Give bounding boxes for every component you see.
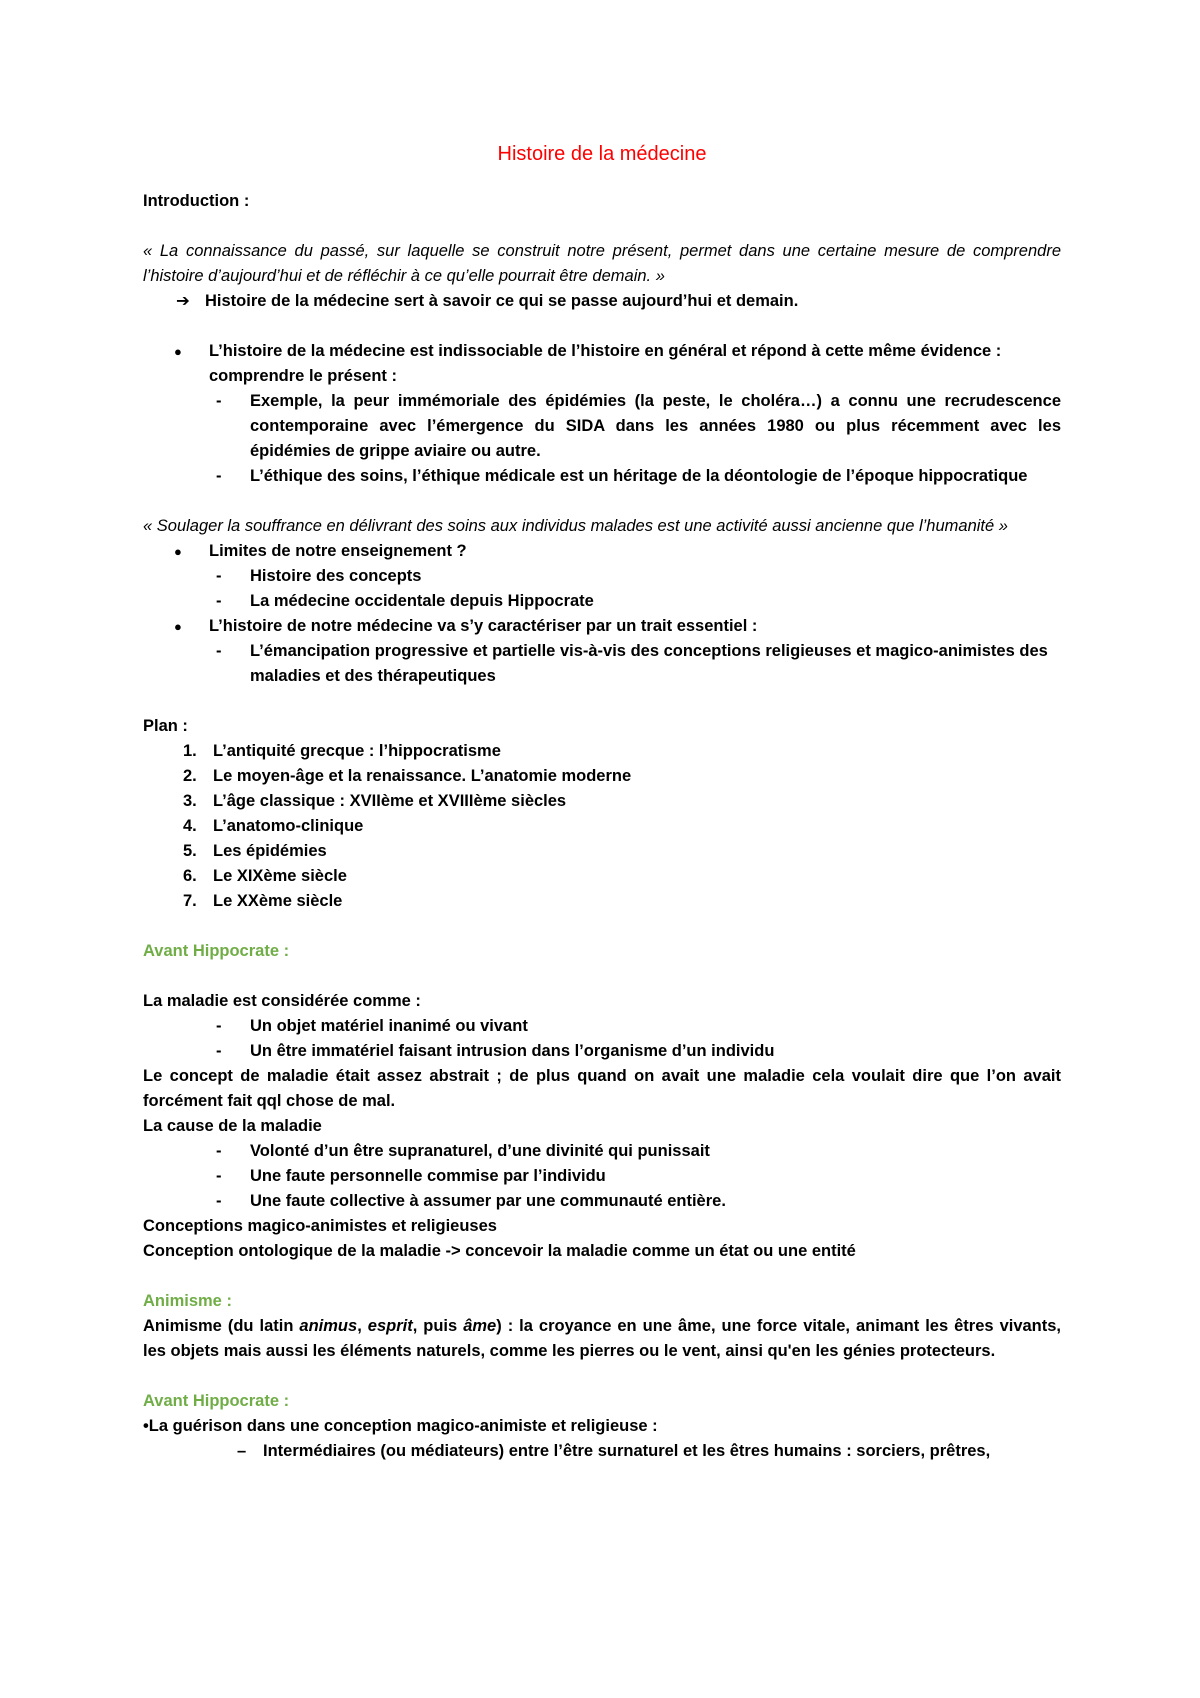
dash-item-text: Une faute collective à assumer par une communauté entière.: [250, 1192, 726, 1210]
plan-item-text: L’anatomo-clinique: [213, 817, 364, 835]
spacer: [143, 1364, 1061, 1389]
plan-item-number: 4.: [183, 817, 197, 835]
bullet-item: [143, 539, 1061, 564]
dash-item-text: Un objet matériel inanimé ou vivant: [250, 1017, 528, 1035]
bullet-item: [143, 614, 1061, 639]
arrow-item: [143, 289, 1061, 314]
text-run: ) : la croyance en une âme, une force vitale, animant les êtres vivants, les objets mais aussi les éléments naturels, comme les pierres ou le vent, ainsi qu'en les génies protecteurs.: [143, 1317, 1062, 1360]
plan-item-text: Les épidémies: [213, 842, 327, 860]
paragraph: La maladie est considérée comme :: [143, 992, 421, 1010]
dash-icon: -: [216, 392, 222, 410]
text-run: ,: [357, 1317, 368, 1335]
dash-item: [143, 1439, 1061, 1464]
plan-item: [143, 789, 1061, 814]
plan-item-text: Le XXème siècle: [213, 892, 343, 910]
text-run-italic: âme: [463, 1317, 497, 1335]
arrow-icon: ➔: [176, 292, 190, 310]
dash-icon: -: [216, 592, 222, 610]
plan-item: [143, 814, 1061, 839]
dash-item: [143, 1164, 1061, 1189]
intro-quote: « La connaissance du passé, sur laquelle se construit notre présent, permet dans une certaine mesure de comprendre l’histoire d’aujourd’hui et de réfléchir à ce qu’elle pourrait être demain. »: [143, 242, 1061, 285]
dash-item: [143, 1189, 1061, 1214]
spacer: [143, 689, 1061, 714]
dash-item: [143, 389, 1061, 464]
dash-icon: -: [216, 1042, 222, 1060]
dash-icon: -: [216, 467, 222, 485]
document-title: Histoire de la médecine: [497, 143, 707, 165]
text-run-italic: esprit: [367, 1317, 413, 1335]
spacer: [143, 964, 1061, 989]
section-heading-avant-hippocrate-2: Avant Hippocrate :: [143, 1392, 290, 1410]
paragraph: Le concept de maladie était assez abstrait ; de plus quand on avait une maladie cela voulait dire que l’on avait forcément fait qql chose de mal.: [143, 1067, 1061, 1110]
dash-item: [143, 1039, 1061, 1064]
bullet-item-text: L’histoire de notre médecine va s’y caractériser par un trait essentiel :: [209, 617, 758, 635]
dash-icon: -: [216, 1017, 222, 1035]
dash-item: [143, 464, 1061, 489]
bullet-icon: ●: [174, 544, 182, 559]
dash-item: [143, 1014, 1061, 1039]
section-heading-avant-hippocrate: Avant Hippocrate :: [143, 942, 290, 960]
dash-item-text: L’éthique des soins, l’éthique médicale est un héritage de la déontologie de l’époque hippocratique: [250, 467, 1028, 485]
dash-icon: -: [216, 567, 222, 585]
dash-icon: -: [216, 642, 222, 660]
plan-item: [143, 764, 1061, 789]
dash-item-text: L’émancipation progressive et partielle vis-à-vis des conceptions religieuses et magico-animistes des maladies et des thérapeutiques: [250, 642, 1048, 685]
plan-item-number: 6.: [183, 867, 197, 885]
dash-icon: -: [216, 1192, 222, 1210]
text-run: Animisme (du latin: [143, 1317, 300, 1335]
dash-item-text: Une faute personnelle commise par l’individu: [250, 1167, 606, 1185]
text-run-italic: animus: [299, 1317, 358, 1335]
plan-item-number: 1.: [183, 742, 197, 760]
document-body: [143, 140, 1061, 1464]
dash-icon: -: [216, 1142, 222, 1160]
dash-item-text: Histoire des concepts: [250, 567, 422, 585]
spacer: [143, 214, 1061, 239]
dash-item-text: Intermédiaires (ou médiateurs) entre l’être surnaturel et les êtres humains : sorciers, prêtres,: [263, 1442, 991, 1460]
paragraph: La cause de la maladie: [143, 1117, 322, 1135]
dash-item: [143, 589, 1061, 614]
plan-item-text: Le XIXème siècle: [213, 867, 347, 885]
plan-item: [143, 839, 1061, 864]
spacer: [143, 1264, 1061, 1289]
dash-item-text: Volonté d’un être supranaturel, d’une divinité qui punissait: [250, 1142, 710, 1160]
intro-heading: Introduction :: [143, 192, 250, 210]
dash-item-text: La médecine occidentale depuis Hippocrate: [250, 592, 594, 610]
dash-item: [143, 1139, 1061, 1164]
plan-item-text: Le moyen-âge et la renaissance. L’anatomie moderne: [213, 767, 632, 785]
spacer: [143, 314, 1061, 339]
arrow-item-text: Histoire de la médecine sert à savoir ce qui se passe aujourd’hui et demain.: [205, 292, 799, 310]
plan-item-number: 2.: [183, 767, 197, 785]
bullet-icon: ●: [174, 619, 182, 634]
animisme-paragraph: [143, 1314, 1061, 1364]
dash-icon: -: [216, 1167, 222, 1185]
paragraph: •La guérison dans une conception magico-animiste et religieuse :: [143, 1417, 658, 1435]
bullet-item-text: L’histoire de la médecine est indissociable de l’histoire en général et répond à cette même évidence : comprendre le présent :: [209, 342, 1002, 385]
plan-item-number: 7.: [183, 892, 197, 910]
dash-item-text: Un être immatériel faisant intrusion dans l’organisme d’un individu: [250, 1042, 775, 1060]
plan-item-text: L’âge classique : XVIIème et XVIIIème siècles: [213, 792, 567, 810]
plan-heading: Plan :: [143, 717, 188, 735]
dash-item: [143, 639, 1061, 689]
paragraph: Conception ontologique de la maladie -> concevoir la maladie comme un état ou une entité: [143, 1242, 856, 1260]
plan-item: [143, 864, 1061, 889]
plan-item-number: 3.: [183, 792, 197, 810]
intro-quote-2: « Soulager la souffrance en délivrant des soins aux individus malades est une activité aussi ancienne que l’humanité »: [143, 517, 1008, 535]
dash-icon: –: [237, 1442, 247, 1460]
plan-item-number: 5.: [183, 842, 197, 860]
section-heading-animisme: Animisme :: [143, 1292, 232, 1310]
bullet-item: [143, 339, 1061, 389]
paragraph: Conceptions magico-animistes et religieuses: [143, 1217, 497, 1235]
bullet-icon: ●: [174, 344, 182, 359]
plan-item: [143, 739, 1061, 764]
bullet-item-text: Limites de notre enseignement ?: [209, 542, 467, 560]
text-run: , puis: [412, 1317, 464, 1335]
spacer: [143, 914, 1061, 939]
spacer: [143, 489, 1061, 514]
plan-item: [143, 889, 1061, 914]
dash-item-text: Exemple, la peur immémoriale des épidémies (la peste, le choléra…) a connu une recrudescence contemporaine avec l’émergence du SIDA dans les années 1980 ou plus récemment avec les épidémies de grippe aviaire ou autre.: [250, 392, 1061, 460]
dash-item: [143, 564, 1061, 589]
plan-item-text: L’antiquité grecque : l’hippocratisme: [213, 742, 501, 760]
